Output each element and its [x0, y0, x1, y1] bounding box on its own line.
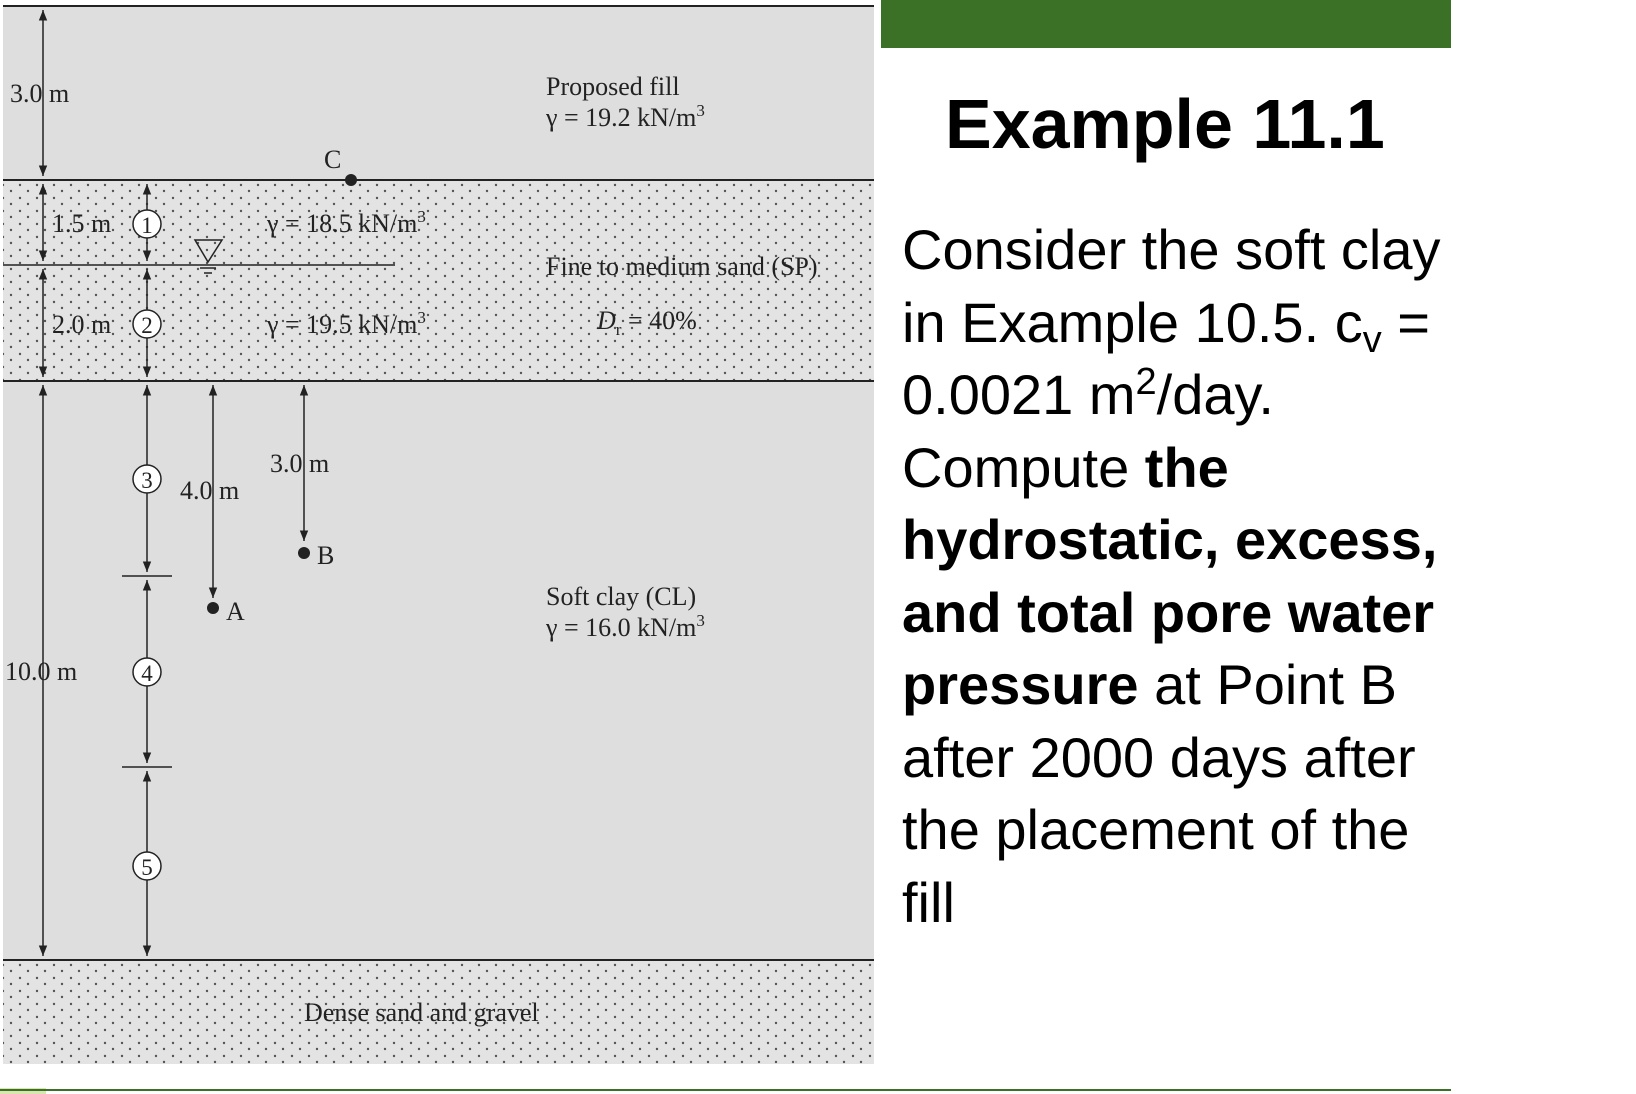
footer-line [0, 1089, 1451, 1091]
sand-relative-density: $D_r = 40\%$ [597, 306, 697, 339]
point-c-label: C [324, 145, 342, 174]
svg-text:1: 1 [141, 213, 153, 238]
header-accent-bar [881, 0, 1451, 48]
slide-body: Consider the soft clay in Example 10.5. $c_v = 0.0021$ $m^2$/day. Compute the hydrostatic, excess, and total pore water pressure at Point B after 2000 days after the placement of the fill [902, 218, 1441, 934]
gravel-label: Dense sand and gravel [304, 998, 539, 1027]
sublayer-marker-2 [133, 310, 161, 338]
fill-label: Proposed fill [546, 72, 680, 101]
clay-gamma: γ = 16.0 $kN/m^3$ [546, 611, 705, 642]
dim-label-to-b: 3.0 m [270, 449, 330, 478]
point-c-marker [345, 174, 357, 186]
point-a-label: A [226, 597, 245, 626]
clay-label: Soft clay (CL) [546, 582, 697, 611]
svg-text:2: 2 [141, 313, 153, 338]
sand-gamma-lower: γ = 19.5 $kN/m^3$ [267, 308, 426, 339]
fill-gamma: γ = 19.2 $kN/m^3$ [546, 101, 705, 132]
sublayer-marker-4 [133, 658, 161, 686]
sublayer-marker-1 [133, 210, 161, 238]
fill-layer [3, 6, 874, 180]
svg-text:4: 4 [141, 661, 153, 686]
svg-text:5: 5 [141, 855, 153, 880]
dim-label-sand-upper: 1.5 m [52, 209, 112, 238]
slide-title: Example 11.1 [945, 85, 1385, 163]
sand-gamma-upper: γ = 18.5 $kN/m^3$ [267, 207, 426, 238]
dim-label-to-a: 4.0 m [180, 476, 240, 505]
svg-text:3: 3 [141, 468, 153, 493]
sublayer-marker-5 [133, 852, 161, 880]
point-a-marker [207, 602, 219, 614]
dim-label-sand-lower: 2.0 m [52, 310, 112, 339]
dim-label-clay: 10.0 m [5, 657, 78, 686]
point-b-label: B [317, 541, 335, 570]
sublayer-marker-3 [133, 465, 161, 493]
dim-label-fill: 3.0 m [10, 79, 70, 108]
sand-label: Fine to medium sand (SP) [546, 252, 818, 281]
point-b-marker [298, 547, 310, 559]
slide-body-emphasis: the hydrostatic, excess, and total pore water pressure [902, 435, 1438, 716]
